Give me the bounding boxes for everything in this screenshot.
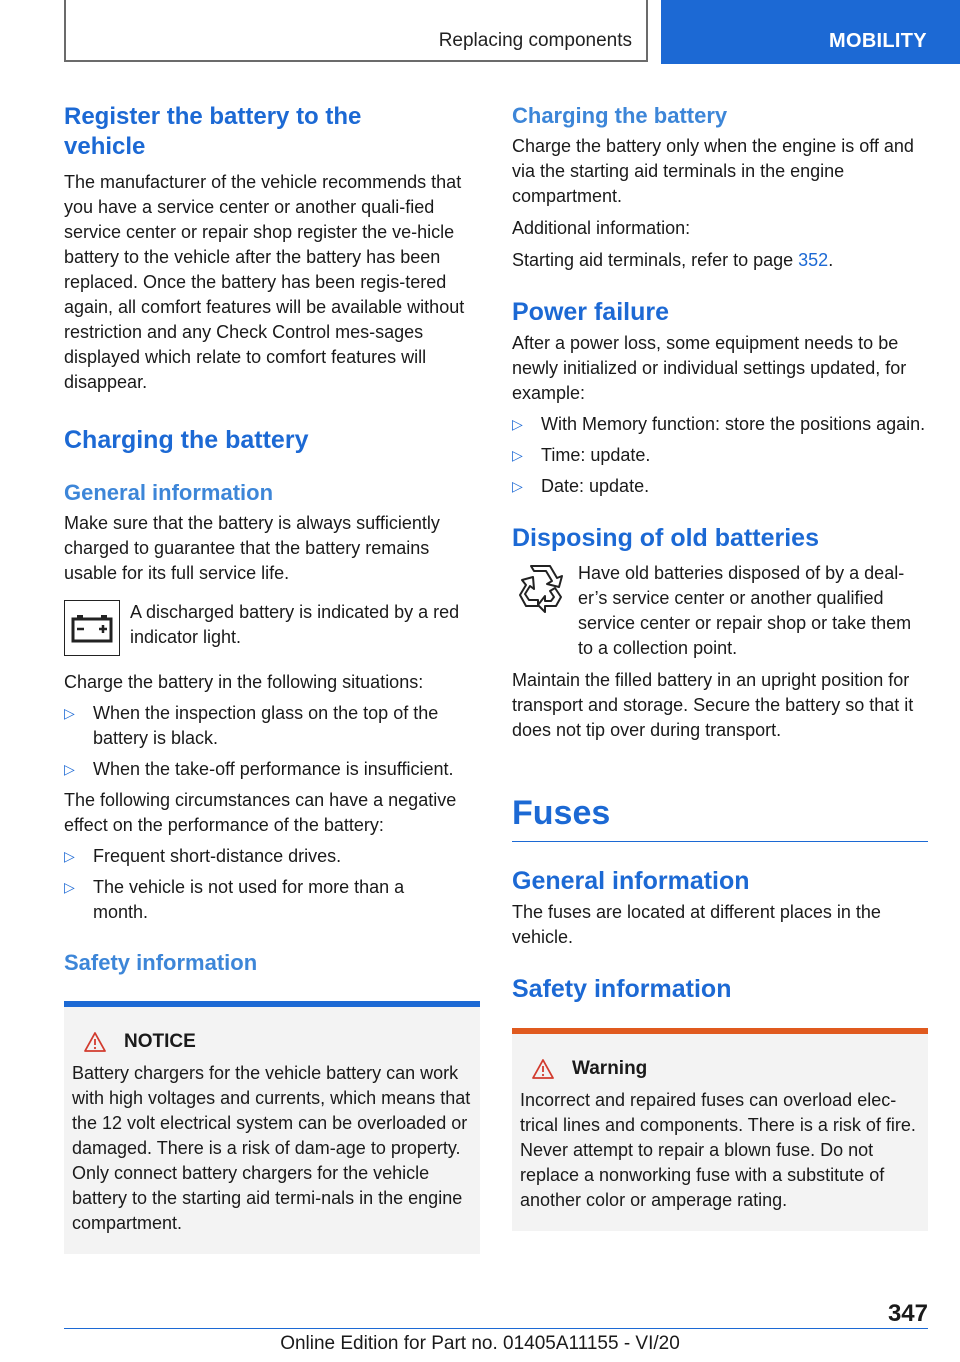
circumstances-list [64, 844, 480, 925]
list-item: ▷ With Memory function: store the positions again. [512, 412, 928, 437]
battery-icon [64, 600, 120, 656]
fuses-general-text: The fuses are located at different places in the vehicle. [512, 902, 881, 947]
right-charging-heading: Charging the battery [512, 103, 728, 128]
footer-divider [64, 1328, 928, 1329]
list-item: ▷ Frequent short-distance drives. [64, 844, 480, 869]
general-info-heading: General information [64, 480, 274, 505]
situations-list [64, 701, 480, 782]
header-chapter-tab[interactable]: MOBILITY [661, 0, 960, 64]
list-item: ▷ Time: update. [512, 443, 928, 468]
list-item: ▷ When the take-off performance is insufficient. [64, 757, 480, 782]
power-failure-heading: Power failure [512, 298, 669, 326]
register-text: The manufacturer of the vehicle recommends that you have a service center or another quali-fied service center or repair shop register the ve-hicle battery to the vehicle after the battery has been replaced. Once the battery has been regis-tered again, all comfort features will be available without restriction and any Check Control mes-sages displayed which relate to comfort features will disappear. [64, 172, 465, 392]
page-link[interactable]: 352 [798, 250, 829, 270]
warning-triangle-icon [532, 1059, 554, 1079]
bullet-triangle-icon: ▷ [512, 478, 523, 494]
warning-title [532, 1058, 920, 1080]
list-item: ▷ When the inspection glass on the top of the battery is black. [64, 703, 439, 748]
footer-edition: Online Edition for Part no. 01405A11155 - VI/20 [280, 1333, 680, 1354]
general-info-text: Make sure that the battery is always sufficiently charged to guarantee that the battery remains usable for its full service life. [64, 513, 440, 583]
disposing-heading: Disposing of old batteries [512, 524, 819, 552]
starting-aid-ref: Starting aid terminals, refer to page 352. [512, 250, 834, 270]
left-column [64, 102, 480, 1254]
indicator-text: A discharged battery is indicated by a red indicator light. [130, 602, 460, 647]
fuses-safety-heading: Safety information [512, 975, 732, 1003]
warning-text: Incorrect and repaired fuses can overload elec-trical lines and components. There is a risk of fire. Never attempt to repair a blown fuse. Do not replace a nonworking fuse with a substitute of another color or amperage rating. [520, 1090, 916, 1210]
warning-box [512, 1028, 928, 1231]
charging-heading: Charging the battery [64, 426, 309, 454]
bullet-triangle-icon: ▷ [512, 416, 523, 432]
notice-label: NOTICE [124, 1031, 196, 1052]
power-failure-text: After a power loss, some equipment needs to be newly initialized or individual settings updated, for example: [512, 333, 907, 403]
maintain-text: Maintain the filled battery in an upright position for transport and storage. Secure the battery so that it does not tip over during transport. [512, 670, 914, 740]
charge-situations-intro: Charge the battery in the following situations: [64, 672, 424, 692]
header-section-box [64, 0, 648, 62]
additional-info: Additional information: [512, 218, 691, 238]
page-number: 347 [887, 1300, 928, 1327]
right-column [512, 102, 928, 1231]
circumstances-intro: The following circumstances can have a negative effect on the performance of the battery: [64, 790, 457, 835]
notice-box [64, 1001, 480, 1254]
bullet-triangle-icon: ▷ [64, 761, 75, 777]
list-item: ▷ Date: update. [512, 474, 928, 499]
warning-label: Warning [572, 1058, 648, 1079]
recycle-icon [512, 561, 568, 617]
safety-heading: Safety information [64, 950, 258, 975]
fuses-heading: Fuses [512, 793, 928, 842]
disposing-row [512, 561, 928, 661]
disposing-text: Have old batteries disposed of by a deal-er’s service center or another qualified service center or repair shop or take them to a collection point. [578, 563, 912, 658]
bullet-triangle-icon: ▷ [64, 848, 75, 864]
power-items-list [512, 412, 928, 499]
bullet-triangle-icon: ▷ [64, 705, 75, 721]
indicator-row [64, 600, 480, 656]
right-charging-text: Charge the battery only when the engine is off and via the starting aid terminals in the engine compartment. [512, 136, 914, 206]
warning-triangle-icon [84, 1032, 106, 1052]
bullet-triangle-icon: ▷ [64, 879, 75, 895]
notice-title [84, 1031, 472, 1053]
notice-text: Battery chargers for the vehicle battery can work with high voltages and currents, which means that the 12 volt electrical system can be overloaded or damaged. There is a risk of dam-age to property. Only connect battery chargers for the vehicle battery to the starting aid termi-nals in the engine compartment. [72, 1063, 471, 1233]
bullet-triangle-icon: ▷ [512, 447, 523, 463]
list-item: ▷ The vehicle is not used for more than a month. [64, 877, 405, 922]
header-section-title: Replacing components [438, 30, 632, 51]
fuses-general-heading: General information [512, 867, 750, 895]
register-heading: Register the battery to the vehicle [64, 103, 362, 160]
